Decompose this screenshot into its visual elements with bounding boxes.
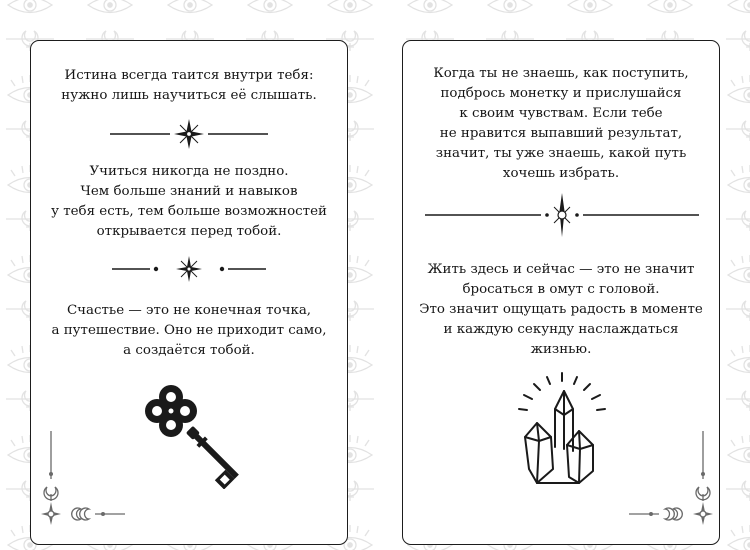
quote-truth-within xyxy=(43,66,335,106)
quote-line: Истина всегда таится внутри тебя: xyxy=(64,68,314,83)
quote-line: и каждую секунду наслаждаться xyxy=(443,322,679,337)
compass-star-divider xyxy=(423,191,701,239)
right-quote-card xyxy=(402,40,720,545)
starburst-divider xyxy=(108,118,270,150)
quote-line: к своим чувствам. Если тебе xyxy=(459,106,663,121)
moon-star-corner-ornament xyxy=(625,429,717,537)
quote-line: Чем больше знаний и навыков xyxy=(80,184,298,199)
quote-line: жизнью. xyxy=(530,342,592,357)
moon-star-corner-ornament xyxy=(37,429,129,537)
quote-line: подбрось монетку и прислушайся xyxy=(440,86,682,101)
quote-line: Учиться никогда не поздно. xyxy=(89,164,289,179)
left-quote-card xyxy=(30,40,348,545)
quote-coin-toss xyxy=(415,64,707,184)
quote-line: у тебя есть, тем больше возможностей xyxy=(51,204,327,219)
quote-happiness xyxy=(43,301,335,361)
quote-never-too-late xyxy=(43,162,335,242)
crystal-icon xyxy=(507,369,617,487)
quote-line: Жить здесь и сейчас — это не значит xyxy=(427,262,695,277)
quote-line: открывается перед тобой. xyxy=(96,224,282,239)
quote-line: Счастье — это не конечная точка, xyxy=(66,303,312,318)
quote-line: Когда ты не знаешь, как поступить, xyxy=(433,66,689,81)
key-icon xyxy=(143,379,273,489)
quote-line: не нравится выпавший результат, xyxy=(439,126,683,141)
quote-line: Это значит ощущать радость в моменте xyxy=(419,302,703,317)
quote-live-now xyxy=(415,260,707,360)
quote-line: а создаётся тобой. xyxy=(123,343,255,358)
quote-line: нужно лишь научиться её слышать. xyxy=(61,88,317,103)
quote-line: хочешь избрать. xyxy=(502,166,620,181)
dotted-star-divider xyxy=(108,255,270,283)
quote-line: значит, ты уже знаешь, какой путь xyxy=(435,146,687,161)
quote-line: а путешествие. Оно не приходит само, xyxy=(51,323,327,338)
quote-line: бросаться в омут с головой. xyxy=(462,282,660,297)
